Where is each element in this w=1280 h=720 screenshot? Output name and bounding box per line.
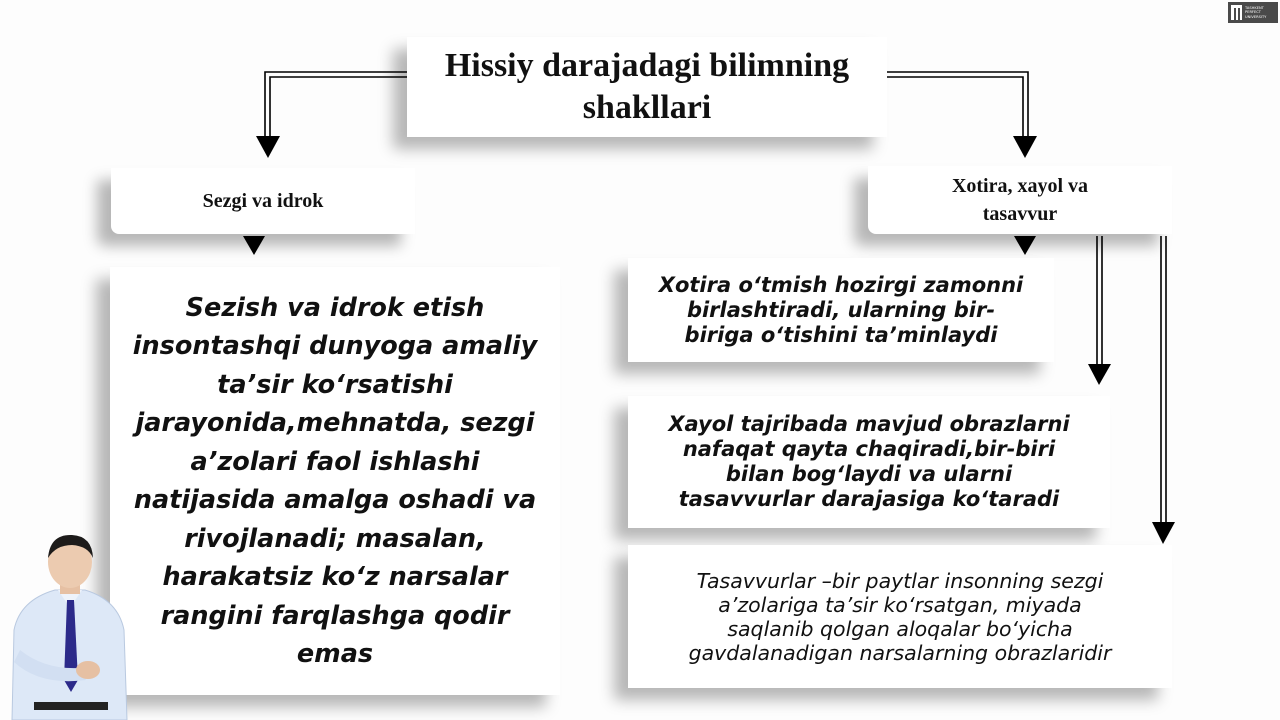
logo-mark-icon xyxy=(1231,5,1242,20)
representation-box xyxy=(628,545,1172,688)
logo-line-2: PERFECT xyxy=(1245,10,1261,15)
left-description-box xyxy=(110,267,560,695)
arrow-head-left-main xyxy=(243,236,265,255)
left-description-text: Sezish va idrok etish insontashqi dunyoga amaliy ta’sir ko‘rsatishi jarayonida,mehnatda, sezgi a’zolari faol ishlashi natijasida amalga oshadi va rivojlanadi; masalan, harakatsiz ko‘z narsalar rangini farqlashga qodir emas xyxy=(132,292,538,669)
imagination-box xyxy=(628,396,1110,528)
arrow-head-imagination xyxy=(1088,364,1111,385)
arrow-head-right xyxy=(1013,136,1037,158)
arrow-head-left xyxy=(256,136,280,158)
logo-line-1: TASHKENT xyxy=(1245,5,1264,10)
logo-line-3: UNIVERSITY xyxy=(1245,14,1267,19)
memory-box xyxy=(628,258,1054,362)
university-logo xyxy=(1228,2,1278,23)
diagram-title-box xyxy=(407,37,887,137)
imagination-text: Xayol tajribada mavjud obrazlarni nafaqat qayta chaqiradi,bir-biri bilan bog‘laydi va ularni tasavvurlar darajasiga ko‘taradi xyxy=(668,412,1070,511)
category-left-label: Sezgi va idrok xyxy=(202,190,324,212)
diagram-title: Hissiy darajadagi bilimning shakllari xyxy=(444,47,850,126)
memory-text: Xotira o‘tmish hozirgi zamonni birlashtiradi, ularning bir-biriga o‘tishini ta’minlaydi xyxy=(658,272,1024,347)
representation-text: Tasavvurlar –bir paytlar insonning sezgi a’zolariga ta’sir ko‘rsatgan, miyada saqlanib qolgan aloqalar bo‘yicha gavdalanadigan narsalarning obrazlaridir xyxy=(688,568,1112,665)
category-right-label: Xotira, xayol va tasavvur xyxy=(951,175,1089,225)
arrow-head-representation xyxy=(1152,522,1175,544)
category-left-box xyxy=(111,168,415,234)
presenter-figure xyxy=(0,530,135,720)
arrow-head-memory xyxy=(1014,236,1036,255)
category-right-box xyxy=(868,166,1172,234)
